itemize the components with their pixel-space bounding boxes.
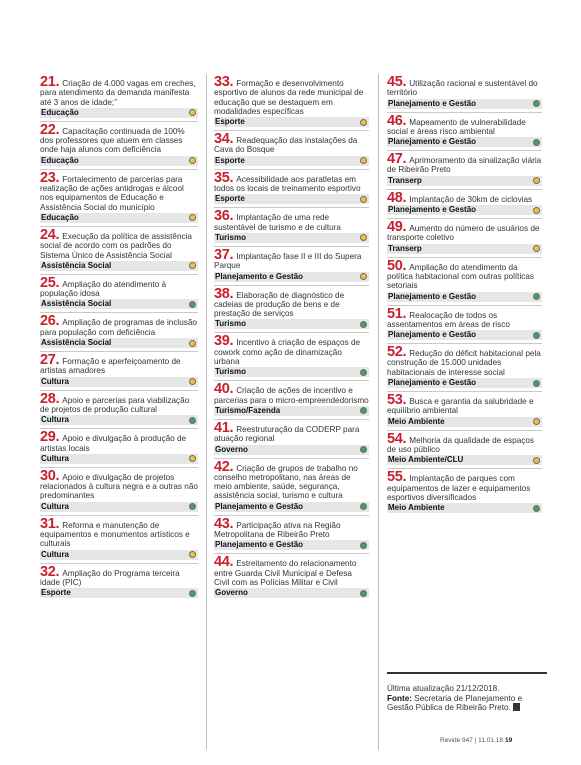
category-bar [214, 502, 369, 512]
goal-item [387, 469, 542, 516]
category-bar [214, 319, 369, 329]
goal-description: Ampliação do Programa terceira idade (PIC) [40, 568, 180, 587]
status-dot-icon [360, 119, 367, 126]
goal-text-block [40, 315, 198, 337]
goal-number: 26. [40, 313, 60, 330]
status-dot-icon [189, 301, 196, 308]
goal-text-block [387, 112, 542, 137]
category-label: Esporte [215, 117, 245, 127]
goal-description: Ampliação do atendimento da política habitacional com outras políticas setoriais [387, 262, 534, 291]
goal-number: 50. [387, 257, 407, 274]
category-bar [40, 550, 198, 560]
goal-description: Criação de grupos de trabalho no conselho metropolitano, nas áreas de meio ambiente, saúde, segurança, assistência social, turismo e cultura [214, 463, 358, 501]
status-dot-icon [533, 457, 540, 464]
goal-number: 31. [40, 515, 60, 532]
goal-number: 27. [40, 352, 60, 369]
goal-number: 24. [40, 226, 60, 243]
goal-number: 37. [214, 246, 234, 263]
category-bar [214, 367, 369, 377]
category-label: Turismo [215, 319, 246, 329]
magazine-issue: Revide 947 | 11.01.18 [440, 737, 504, 744]
status-dot-icon [189, 590, 196, 597]
goal-text-block [387, 189, 542, 206]
goal-number: 23. [40, 169, 60, 186]
goal-item [387, 344, 542, 392]
goal-item [387, 258, 542, 306]
category-bar [214, 233, 369, 243]
goal-text-block [40, 226, 198, 260]
goal-item [214, 333, 369, 381]
goal-text-block [387, 471, 542, 502]
goal-number: 32. [40, 563, 60, 580]
goal-description: Formação e aperfeiçoamento de artistas amadores [40, 357, 181, 376]
goal-text-block [214, 556, 369, 587]
column-divider [378, 74, 379, 750]
status-dot-icon [189, 455, 196, 462]
goal-text-block [387, 257, 542, 291]
category-label: Educação [41, 212, 79, 222]
category-bar [40, 338, 198, 348]
goal-description: Utilização racional e sustentável do território [387, 79, 538, 98]
goal-number: 45. [387, 74, 407, 90]
goal-description: Acessibilidade aos paratletas em todos os locais de treinamento esportivo [214, 174, 361, 194]
goal-text-block [40, 563, 198, 588]
goal-item [40, 74, 198, 122]
goal-item [214, 74, 369, 131]
category-bar [387, 137, 542, 147]
goal-item [40, 516, 198, 564]
goal-text-block [387, 221, 542, 243]
goal-number: 46. [387, 112, 407, 129]
goal-description: Implantação de uma rede sustentável de turismo e de cultura [214, 213, 341, 232]
goal-number: 52. [387, 344, 407, 361]
category-label: Cultura [41, 453, 69, 463]
goal-description: Redução do déficit habitacional pela construção de 15.000 unidades habitacionais de interesse social [387, 349, 541, 377]
category-label: Esporte [215, 155, 245, 165]
category-label: Cultura [41, 376, 69, 386]
category-bar [387, 417, 542, 427]
goal-text-block [40, 390, 198, 415]
status-dot-icon [189, 503, 196, 510]
category-bar [214, 406, 369, 416]
category-label: Planejamento e Gestão [215, 271, 304, 281]
status-dot-icon [533, 505, 540, 512]
status-dot-icon [533, 380, 540, 387]
goal-text-block [214, 335, 369, 366]
goal-number: 43. [214, 515, 234, 532]
category-label: Turismo [215, 367, 246, 377]
goal-item [40, 352, 198, 391]
goal-description: Busca e garantia da salubridade e equilíbrio ambiental [387, 397, 534, 416]
category-bar [387, 378, 542, 388]
status-dot-icon [189, 109, 196, 116]
goal-text-block [40, 169, 198, 212]
status-dot-icon [189, 378, 196, 385]
category-bar [214, 194, 369, 204]
goal-item [387, 392, 542, 431]
category-label: Cultura [41, 501, 69, 511]
category-label: Planejamento e Gestão [388, 378, 477, 388]
column-1 [40, 74, 198, 601]
goal-number: 35. [214, 169, 234, 186]
goal-item [40, 122, 198, 170]
goal-number: 55. [387, 469, 407, 486]
category-label: Planejamento e Gestão [388, 330, 477, 340]
goal-text-block [40, 354, 198, 376]
goal-item [40, 468, 198, 516]
goal-description: Implantação de parques com equipamentos de lazer e equipamentos esportivos diversificados [387, 474, 531, 502]
goal-text-block [40, 467, 198, 501]
goal-description: Apoio e divulgação à produção de artistas locais [40, 434, 187, 453]
goal-text-block [387, 346, 542, 377]
goal-number: 53. [387, 392, 407, 409]
status-dot-icon [533, 245, 540, 252]
goal-item [387, 306, 542, 345]
category-bar [387, 455, 542, 465]
category-label: Educação [41, 155, 79, 165]
source-label: Fonte: [387, 693, 413, 703]
goal-description: Implantação de 30km de ciclovias [409, 194, 533, 204]
goal-text-block [214, 169, 369, 194]
category-label: Assistência Social [41, 299, 112, 309]
goal-text-block [387, 394, 542, 416]
end-mark-icon [513, 703, 520, 711]
goal-description: Readequação das instalações da Cava do Bosque [214, 136, 358, 155]
goal-description: Criação de ações de incentivo e parcerias para o micro-empreendedorismo [214, 386, 369, 405]
goal-text-block [387, 76, 542, 98]
status-dot-icon [533, 100, 540, 107]
status-dot-icon [360, 590, 367, 597]
column-3 [387, 74, 542, 516]
category-label: Assistência Social [41, 260, 112, 270]
goal-description: Elaboração de diagnóstico de cadeias de produção de bens e de prestação de serviços [214, 290, 345, 319]
category-bar [40, 108, 198, 118]
category-label: Meio Ambiente [388, 416, 445, 426]
goal-description: Fortalecimento de parcerias para realização de ações antidrogas e álcool nos equipamentos de Educação e Assistência Social do município [40, 174, 184, 212]
status-dot-icon [360, 321, 367, 328]
category-label: Planejamento e Gestão [215, 540, 304, 550]
category-label: Planejamento e Gestão [388, 291, 477, 301]
category-bar [214, 588, 369, 598]
status-dot-icon [360, 407, 367, 414]
status-dot-icon [360, 234, 367, 241]
goal-description: Apoio e parcerias para viabilização de projetos de produção cultural [40, 395, 190, 414]
category-bar [214, 540, 369, 550]
status-dot-icon [533, 177, 540, 184]
status-dot-icon [189, 340, 196, 347]
category-bar [40, 156, 198, 166]
status-dot-icon [189, 157, 196, 164]
status-dot-icon [533, 418, 540, 425]
goal-description: Reforma e manutenção de equipamentos e monumentos artísticos e culturais [40, 520, 190, 549]
status-dot-icon [189, 214, 196, 221]
goal-item [40, 429, 198, 468]
category-bar [387, 99, 542, 109]
goal-number: 34. [214, 131, 234, 148]
category-bar [387, 205, 542, 215]
goal-description: Ampliação do atendimento à população idosa [40, 279, 167, 299]
category-label: Planejamento e Gestão [388, 137, 477, 147]
status-dot-icon [533, 139, 540, 146]
goal-text-block [214, 133, 369, 155]
category-bar [40, 299, 198, 309]
goal-item [214, 459, 369, 516]
status-dot-icon [360, 503, 367, 510]
goal-number: 21. [40, 74, 60, 90]
goal-description: Implantação fase II e III do Supera Parque [214, 251, 362, 271]
goal-text-block [40, 121, 198, 155]
category-bar [40, 377, 198, 387]
page-number: 19 [505, 737, 513, 744]
goal-description: Ampliação de programas de inclusão para população com deficiência [40, 318, 197, 337]
goal-item [387, 113, 542, 152]
goal-number: 54. [387, 430, 407, 447]
goal-text-block [214, 210, 369, 232]
category-bar [40, 502, 198, 512]
goal-number: 29. [40, 429, 60, 446]
goal-text-block [214, 515, 369, 540]
category-label: Governo [215, 588, 248, 598]
goal-item [387, 431, 542, 470]
category-label: Transerp [388, 243, 422, 253]
status-dot-icon [533, 293, 540, 300]
category-bar [387, 292, 542, 302]
goal-number: 25. [40, 274, 60, 291]
category-bar [214, 117, 369, 127]
goal-text-block [214, 285, 369, 319]
goal-item [214, 247, 369, 286]
source-value: Secretaria de Planejamento e Gestão Pública de Ribeirão Preto. [387, 693, 523, 713]
goal-item [40, 564, 198, 602]
category-bar [214, 272, 369, 282]
category-bar [40, 415, 198, 425]
goal-text-block [387, 430, 542, 455]
category-label: Turismo/Fazenda [215, 405, 281, 415]
category-bar [387, 330, 542, 340]
status-dot-icon [360, 369, 367, 376]
goal-item [387, 190, 542, 219]
goal-text-block [214, 419, 369, 444]
last-update-text: Última atualização 21/12/2018. [387, 684, 500, 693]
column-2 [214, 74, 369, 601]
category-bar [40, 261, 198, 271]
goal-description: Melhoria da qualidade de espaços de uso público [387, 435, 534, 454]
category-bar [387, 176, 542, 186]
goal-number: 39. [214, 333, 234, 350]
goal-number: 36. [214, 208, 234, 225]
goal-description: Estreitamento do relacionamento entre Guarda Civil Municipal e Defesa Civil com as Polícias Militar e Civil [214, 559, 357, 587]
category-label: Cultura [41, 549, 69, 559]
status-dot-icon [360, 542, 367, 549]
goal-item [214, 170, 369, 209]
status-dot-icon [360, 446, 367, 453]
goal-item [40, 313, 198, 352]
goal-item [387, 219, 542, 258]
goal-description: Formação e desenvolvimento esportivo de alunos da rede municipal de educação que se destaquem em modalidades específicas [214, 79, 364, 116]
category-bar [40, 213, 198, 223]
goal-text-block [387, 305, 542, 330]
goal-item [214, 131, 369, 170]
goal-number: 44. [214, 554, 234, 571]
goal-description: Reestruturação da CODERP para atuação regional [214, 424, 360, 444]
category-label: Meio Ambiente/CLU [388, 455, 464, 465]
goal-number: 33. [214, 74, 234, 90]
goal-item [214, 381, 369, 420]
goal-text-block [214, 458, 369, 501]
goal-item [214, 286, 369, 334]
goal-text-block [214, 383, 369, 405]
goal-item [40, 275, 198, 314]
goal-description: Aprimoramento da sinalização viária de Ribeirão Preto [387, 156, 542, 175]
goal-description: Criação de 4.000 vagas em creches, para atendimento da demanda manifesta até 3 anos de idade;” [40, 79, 196, 107]
goal-description: Mapeamento de vulnerabilidade social e áreas risco ambiental [387, 117, 526, 136]
goal-number: 28. [40, 390, 60, 407]
goal-description: Participação ativa na Região Metropolitana de Ribeirão Preto [214, 520, 341, 540]
category-label: Meio Ambiente [388, 503, 445, 513]
status-dot-icon [189, 262, 196, 269]
category-bar [387, 503, 542, 513]
goal-item [387, 151, 542, 190]
category-label: Esporte [41, 588, 71, 598]
goal-description: Capacitação continuada de 100% dos professores que atuem em classes onde haja alunos com deficiência [40, 126, 185, 155]
goal-text-block [40, 431, 198, 453]
goal-text-block [40, 515, 198, 549]
goal-text-block [387, 153, 542, 175]
category-bar [387, 244, 542, 254]
status-dot-icon [360, 196, 367, 203]
goal-text-block [40, 274, 198, 299]
goal-text-block [214, 76, 369, 116]
goal-number: 41. [214, 419, 234, 436]
goal-number: 40. [214, 381, 234, 398]
goal-text-block [214, 246, 369, 271]
status-dot-icon [189, 551, 196, 558]
goal-number: 47. [387, 151, 407, 168]
category-bar [214, 156, 369, 166]
goal-number: 22. [40, 121, 60, 138]
goal-description: Aumento do número de usuários de transporte coletivo [387, 224, 540, 243]
category-label: Governo [215, 444, 248, 454]
status-dot-icon [360, 273, 367, 280]
goal-description: Execução da política de assistência social de acordo com os padrões do Sistema Único de Assistência Social [40, 231, 192, 260]
goal-item [214, 554, 369, 601]
goal-number: 49. [387, 219, 407, 236]
goal-item [40, 170, 198, 227]
category-label: Educação [41, 107, 79, 117]
goal-item [40, 227, 198, 275]
status-dot-icon [533, 332, 540, 339]
category-label: Transerp [388, 175, 422, 185]
category-bar [214, 445, 369, 455]
status-dot-icon [189, 417, 196, 424]
status-dot-icon [533, 207, 540, 214]
category-label: Esporte [215, 194, 245, 204]
status-dot-icon [360, 157, 367, 164]
goal-item [214, 420, 369, 459]
category-label: Assistência Social [41, 338, 112, 348]
goal-description: Incentivo à criação de espaços de cowork como ação de dinamização urbana [214, 338, 361, 367]
goal-number: 30. [40, 467, 60, 484]
source-text [387, 694, 547, 713]
goal-item [387, 74, 542, 113]
goal-number: 51. [387, 305, 407, 322]
goal-number: 48. [387, 189, 407, 206]
goal-item [40, 391, 198, 430]
column-divider [206, 74, 207, 750]
goal-description: Apoio e divulgação de projetos relacionados à cultura negra e a outras não predominantes [40, 472, 198, 501]
goal-description: Realocação de todos os assentamentos em áreas de risco [387, 310, 510, 329]
category-label: Turismo [215, 232, 246, 242]
category-label: Cultura [41, 415, 69, 425]
category-bar [40, 588, 198, 598]
category-label: Planejamento e Gestão [388, 98, 477, 108]
goal-text-block [40, 76, 198, 107]
update-note [387, 672, 547, 713]
category-label: Planejamento e Gestão [388, 205, 477, 215]
goal-number: 42. [214, 458, 234, 475]
category-bar [40, 454, 198, 464]
page-footer [440, 737, 512, 744]
goal-number: 38. [214, 285, 234, 302]
goal-item [214, 516, 369, 555]
goal-item [214, 208, 369, 247]
category-label: Planejamento e Gestão [215, 501, 304, 511]
